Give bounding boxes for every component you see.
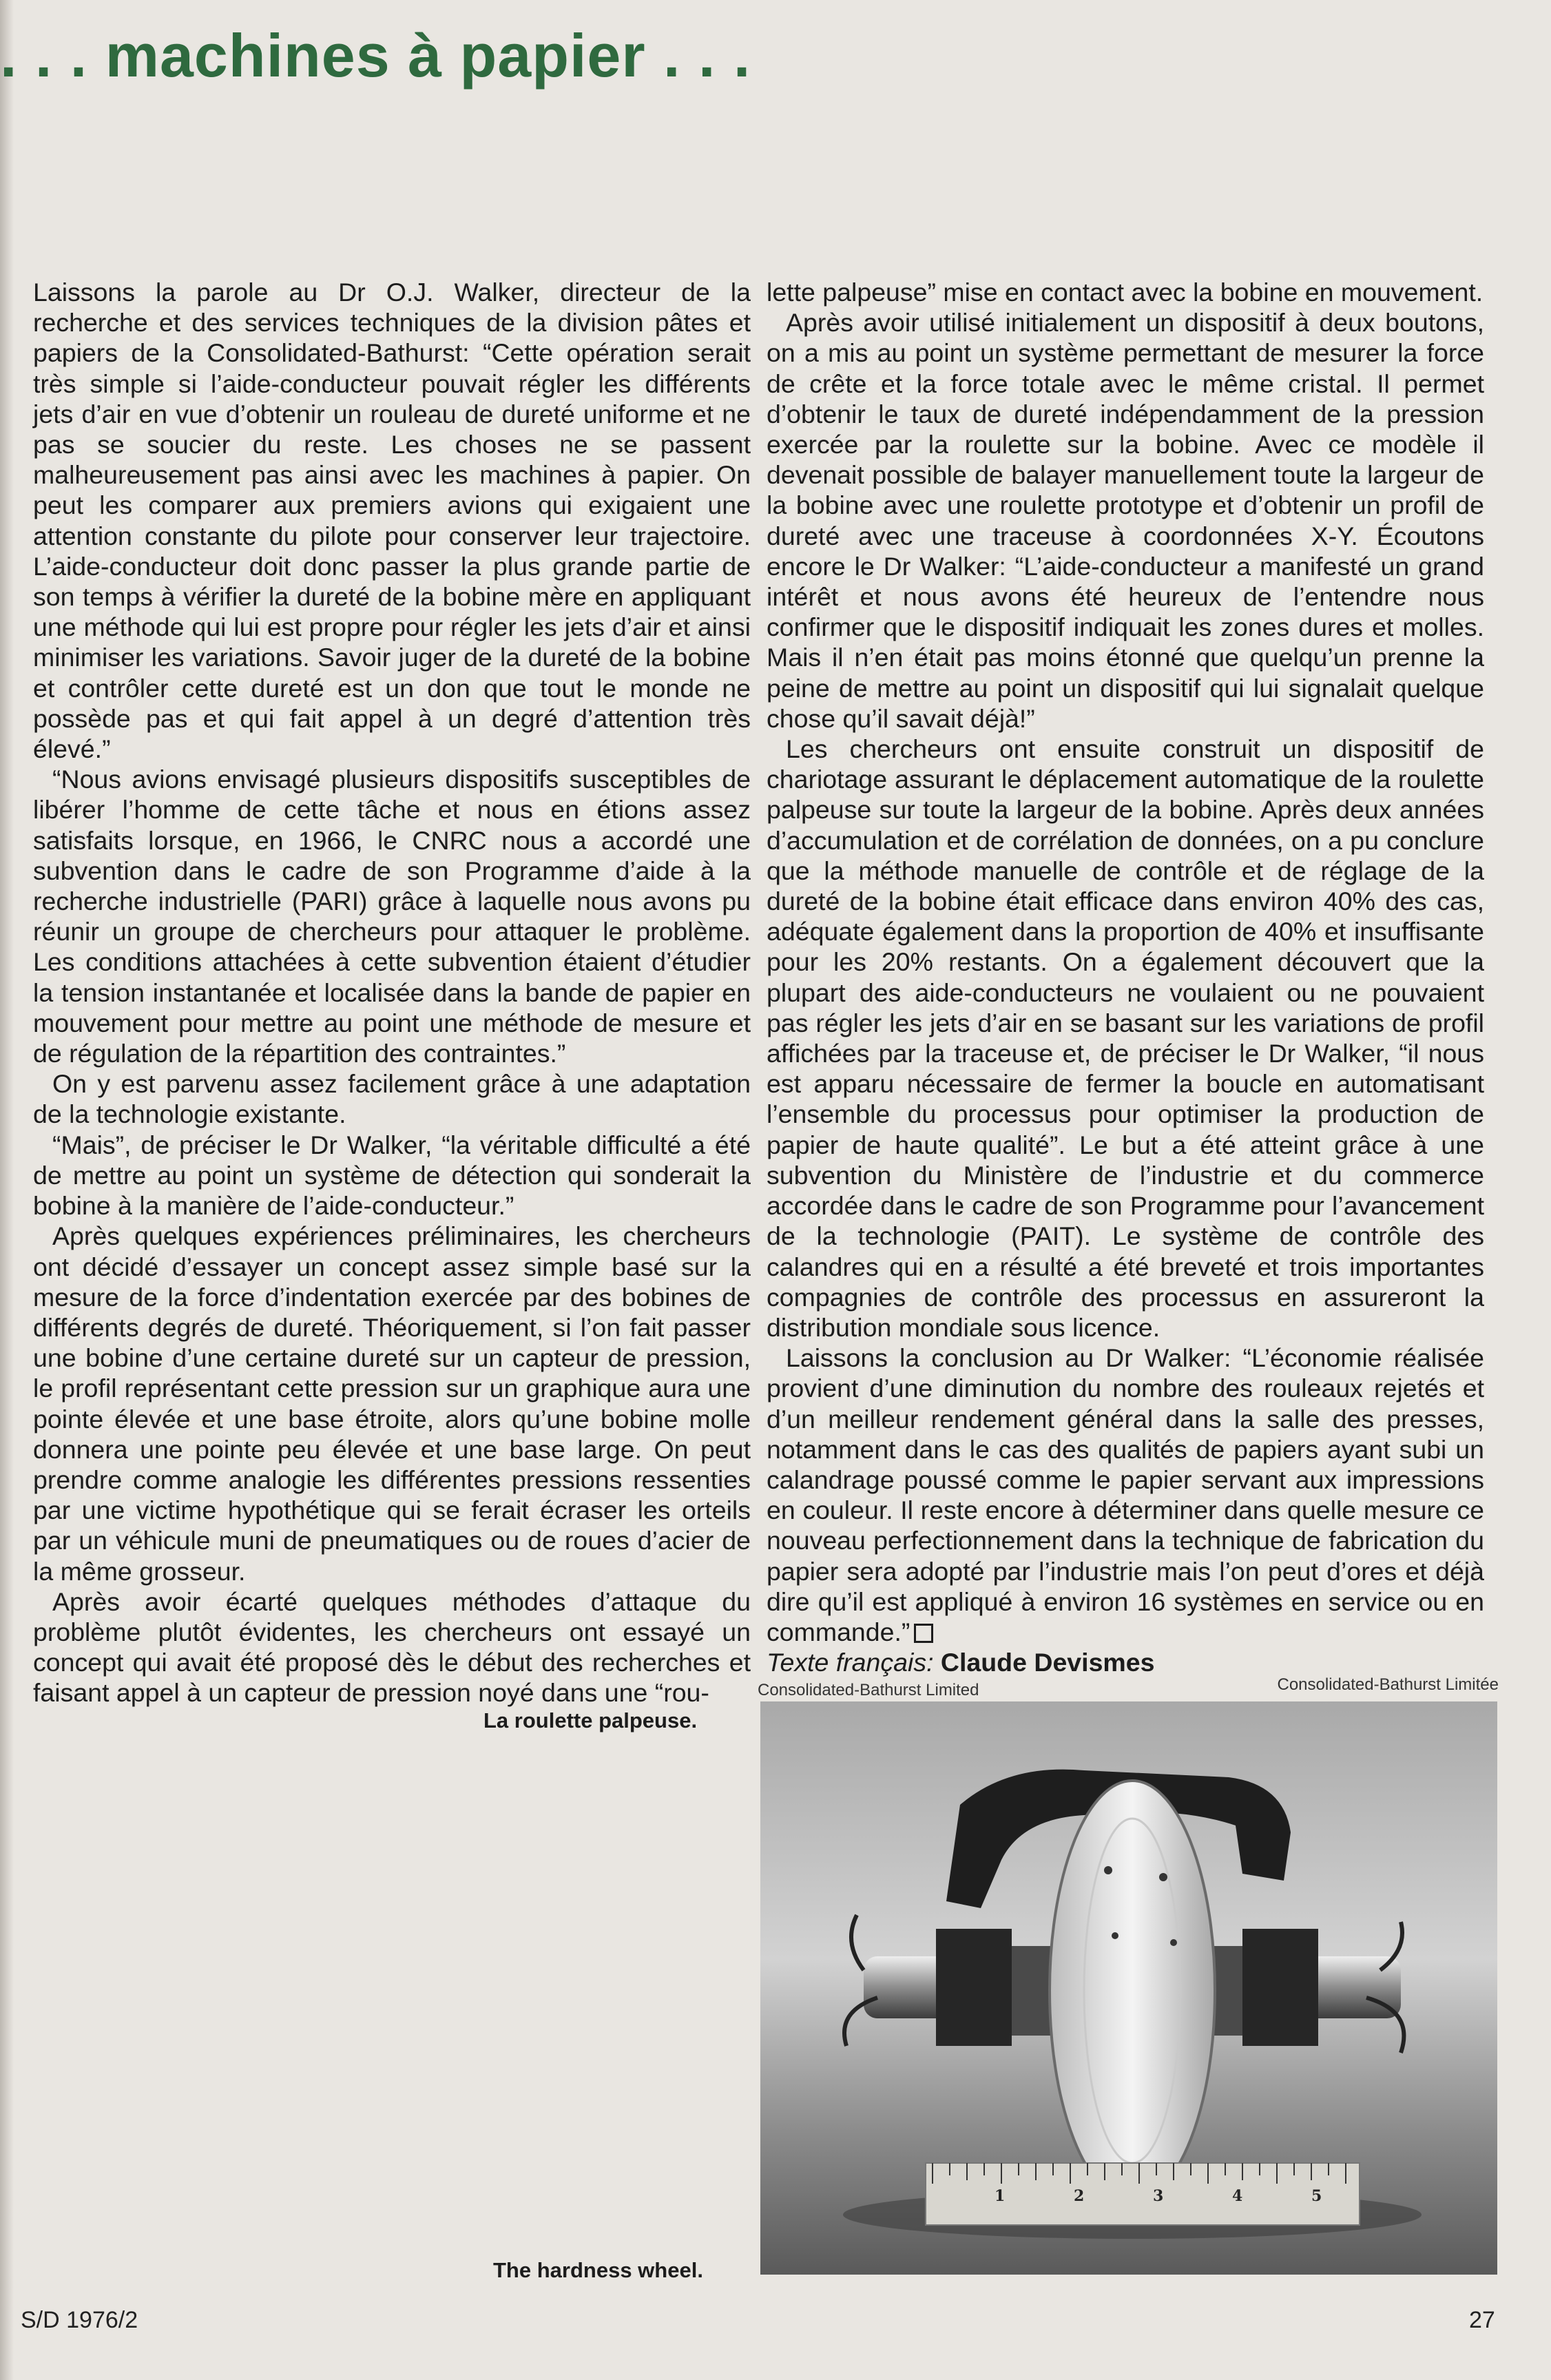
- hardness-wheel-photo: [760, 1701, 1497, 2275]
- paragraph: Après avoir écarté quelques méthodes d’attaque du problème plutôt évidentes, les chercheurs ont essayé un concept qui avait été proposé dès le début des recherches et faisant appel à un capteur de pression noyé dans une “rou-: [33, 1586, 751, 1708]
- ruler-number: 2: [1074, 2187, 1085, 2205]
- ruler-number: 1: [995, 2187, 1006, 2205]
- page-edge: [0, 0, 14, 2380]
- caption-fr: La roulette palpeuse.: [483, 1708, 698, 1732]
- right-column: [767, 277, 1484, 1677]
- paragraph: Après quelques expériences préliminaires, les chercheurs ont décidé d’essayer un concept assez simple basé sur la mesure de la force d’indentation exercée par des bobines de différents degrés de dureté. Théoriquement, si l’on fait passer une bobine d’une certaine dureté sur un capteur de pression, le profil représentant cette pression sur un graphique aura une pointe élevée et une base étroite, alors qu’une bobine molle donnera une pointe peu élevée et une base large. On peut prendre comme analogie les différentes pressions ressenties par une victime hypothétique qui se ferait écraser les orteils par un véhicule muni de pneumatiques ou de roues d’acier de la même grosseur.: [33, 1221, 751, 1586]
- translation-credit: [767, 1647, 1484, 1677]
- left-column: [33, 277, 751, 1708]
- paragraph: Les chercheurs ont ensuite construit un dispositif de chariotage assurant le déplacement automatique de la roulette palpeuse sur toute la largeur de la bobine. Après deux années d’accumulation et de corrélation de données, on a pu conclure que la méthode manuelle de contrôle et de réglage de la dureté de la bobine était efficace dans environ 40% des cas, adéquate également dans la proportion de 40% et insuffisante pour les 20% restants. On a également découvert que la plupart des aide-conducteurs ne voulaient ou ne pouvaient pas régler les jets d’air en se basant sur les variations de profil affichées par la traceuse et, de préciser le Dr Walker, “il nous est apparu nécessaire de fermer la boucle en automatisant l’ensemble du processus pour optimiser la production de papier de haute qualité”. Le but a été atteint grâce à une subvention du Ministère de l’industrie et du commerce accordée dans le cadre de son Programme pour l’avancement de la technologie (PAIT). Le système de contrôle des calandres qui en a résulté a été breveté et trois importantes compagnies de contrôle des processus en assureront la distribution mondiale sous licence.: [767, 734, 1484, 1342]
- page-title: . . . machines à papier . . .: [0, 21, 751, 90]
- paragraph: Après avoir utilisé initialement un dispositif à deux boutons, on a mis au point un système permettant de mesurer la force de crête et la force totale avec le même cristal. Il permet d’obtenir le taux de dureté indépendamment de la pression exercée par la roulette sur la bobine. Avec ce modèle il devenait possible de balayer manuellement toute la largeur de la bobine avec une roulette prototype et d’obtenir un profil de dureté avec une traceuse à coordonnées X-Y. Écoutons encore le Dr Walker: “L’aide-conducteur a manifesté un grand intérêt et nous avons été heureux de l’entendre nous confirmer que le dispositif indiquait les zones dures et molles. Mais il n’en était pas moins étonné que quelqu’un prenne la peine de mettre au point un dispositif qui lui signalait quelque chose qu’il savait déjà!”: [767, 308, 1484, 733]
- ruler-number: 5: [1311, 2187, 1322, 2205]
- photo-credit-fr: Consolidated-Bathurst Limitée: [1277, 1675, 1499, 1694]
- paragraph: Laissons la conclusion au Dr Walker: “L’économie réalisée provient d’une diminution du nombre des rouleaux rejetés et d’un meilleur rendement général dans la salle des presses, notamment dans le cas des qualités de papiers ayant subi un calandrage poussé comme le papier servant aux impressions en couleur. Il reste encore à déterminer dans quelle mesure ce nouveau perfectionnement dans la technique de fabrication du papier sera adopté par l’industrie mais l’on peut d’ores et déjà dire qu’il est appliqué à environ 16 systèmes en service ou en commande.”: [767, 1343, 1484, 1646]
- page-number: 27: [1469, 2307, 1495, 2333]
- paragraph: On y est parvenu assez facilement grâce à une adaptation de la technologie existante.: [33, 1069, 751, 1129]
- ruler-number: 3: [1153, 2187, 1164, 2205]
- paragraph: Laissons la parole au Dr O.J. Walker, directeur de la recherche et des services techniques de la division pâtes et papiers de la Consolidated-Bathurst: “Cette opération serait très simple si l’aide-conducteur pouvait régler les différents jets d’air en vue d’obtenir un rouleau de dureté uniforme et ne pas se soucier du reste. Les choses ne se passent malheureusement pas ainsi avec les machines à papier. On peut les comparer aux premiers avions qui exigaient une attention constante du pilote pour conserver leur trajectoire. L’aide-conducteur doit donc passer la plus grande partie de son temps à vérifier la dureté de la bobine mère en appliquant une méthode qui lui est propre pour régler les jets d’air et ainsi minimiser les variations. Savoir juger de la dureté de la bobine et contrôler cette dureté est un don que tout le monde ne possède pas et qui fait appel à un degré d’attention très élevé.”: [33, 278, 751, 764]
- caption-en: The hardness wheel.: [493, 2258, 703, 2282]
- issue-label: S/D 1976/2: [21, 2307, 138, 2333]
- end-mark-box: [914, 1624, 933, 1643]
- paragraph: “Mais”, de préciser le Dr Walker, “la véritable difficulté a été de mettre au point un système de détection qui sonderait la bobine à la manière de l’aide-conducteur.”: [33, 1130, 751, 1221]
- translation-label: Texte français:: [767, 1648, 934, 1677]
- ruler-number: 4: [1232, 2187, 1243, 2205]
- paragraph: lette palpeuse” mise en contact avec la bobine en mouvement.: [767, 278, 1484, 307]
- paragraph: “Nous avions envisagé plusieurs dispositifs susceptibles de libérer l’homme de cette tâche et nous en étions assez satisfaits lorsque, en 1966, le CNRC nous a accordé une subvention dans le cadre de son Programme d’aide à la recherche industrielle (PARI) grâce à laquelle nous avons pu réunir un groupe de chercheurs pour attaquer le problème. Les conditions attachées à cette subvention étaient d’étudier la tension instantanée et localisée dans la bande de papier en mouvement pour mettre au point une méthode de mesure et de régulation de la répartition des contraintes.”: [33, 765, 751, 1068]
- photo-credit-en: Consolidated-Bathurst Limited: [758, 1681, 979, 1699]
- translator-name: Claude Devismes: [940, 1648, 1155, 1677]
- photo-illustration: [760, 1701, 1497, 2275]
